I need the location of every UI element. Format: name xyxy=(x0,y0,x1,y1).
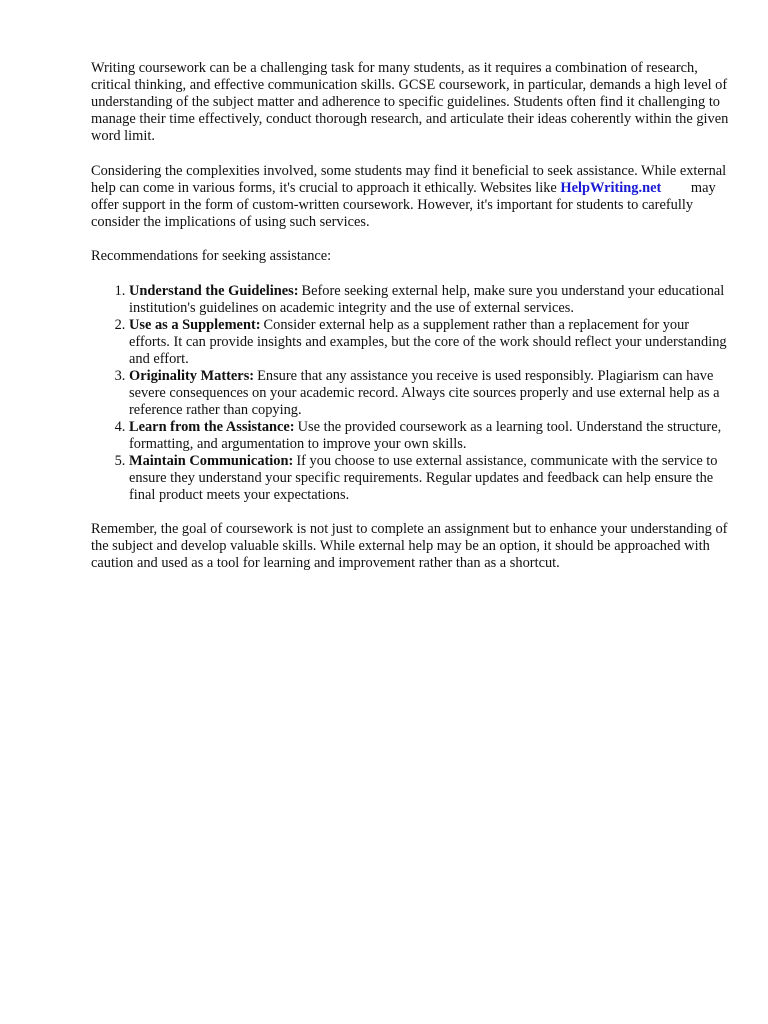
recommendation-text: Ensure that any assistance you receive is used responsibly. Plagiarism can have severe consequences on your academic record. Always cite sources properly and use external help as a reference rather than copying. xyxy=(129,368,720,418)
recommendations-heading: Recommendations for seeking assistance: xyxy=(91,248,332,264)
list-item xyxy=(129,283,731,317)
helpwriting-link[interactable]: HelpWriting.net xyxy=(560,180,662,196)
assistance-paragraph xyxy=(91,163,731,231)
recommendation-text: Consider external help as a supplement rather than a replacement for your efforts. It can provide insights and examples, but the core of the work should reflect your understanding and effort. xyxy=(129,317,727,367)
document-page xyxy=(91,60,731,588)
list-item xyxy=(129,453,731,504)
recommendation-title: Originality Matters: xyxy=(129,368,255,384)
recommendation-title: Use as a Supplement: xyxy=(129,317,261,333)
list-item xyxy=(129,317,731,368)
assistance-paragraph-lead: Considering the complexities involved, some students may find it beneficial to seek assistance. While external help can come in various forms, it's crucial to approach it ethically. Websites like xyxy=(91,163,727,196)
recommendation-text: If you choose to use external assistance, communicate with the service to ensure they understand your specific requirements. Regular updates and feedback can help ensure the final product meets your expectations. xyxy=(129,453,718,503)
assistance-paragraph-tail: may offer support in the form of custom-written coursework. However, it's important for students to carefully consider the implications of using such services. xyxy=(91,180,716,230)
intro-paragraph: Writing coursework can be a challenging task for many students, as it requires a combination of research, critical thinking, and effective communication skills. GCSE coursework, in particular, demands a high level of understanding of the subject matter and adherence to specific guidelines. Students often find it challenging to manage their time effectively, conduct thorough research, and articulate their ideas coherently within the given word limit. xyxy=(91,60,729,144)
list-item xyxy=(129,368,731,419)
recommendation-text: Use the provided coursework as a learning tool. Understand the structure, formatting, and argumentation to improve your own skills. xyxy=(129,419,722,452)
recommendation-title: Maintain Communication: xyxy=(129,453,294,469)
recommendation-text: Before seeking external help, make sure you understand your educational institution's guidelines on academic integrity and the use of external services. xyxy=(129,283,725,316)
list-item xyxy=(129,419,731,453)
recommendations-list xyxy=(91,283,731,504)
closing-paragraph: Remember, the goal of coursework is not just to complete an assignment but to enhance your understanding of the subject and develop valuable skills. While external help may be an option, it should be approached with caution and used as a tool for learning and improvement rather than as a shortcut. xyxy=(91,521,728,571)
recommendation-title: Learn from the Assistance: xyxy=(129,419,295,435)
recommendation-title: Understand the Guidelines: xyxy=(129,283,299,299)
